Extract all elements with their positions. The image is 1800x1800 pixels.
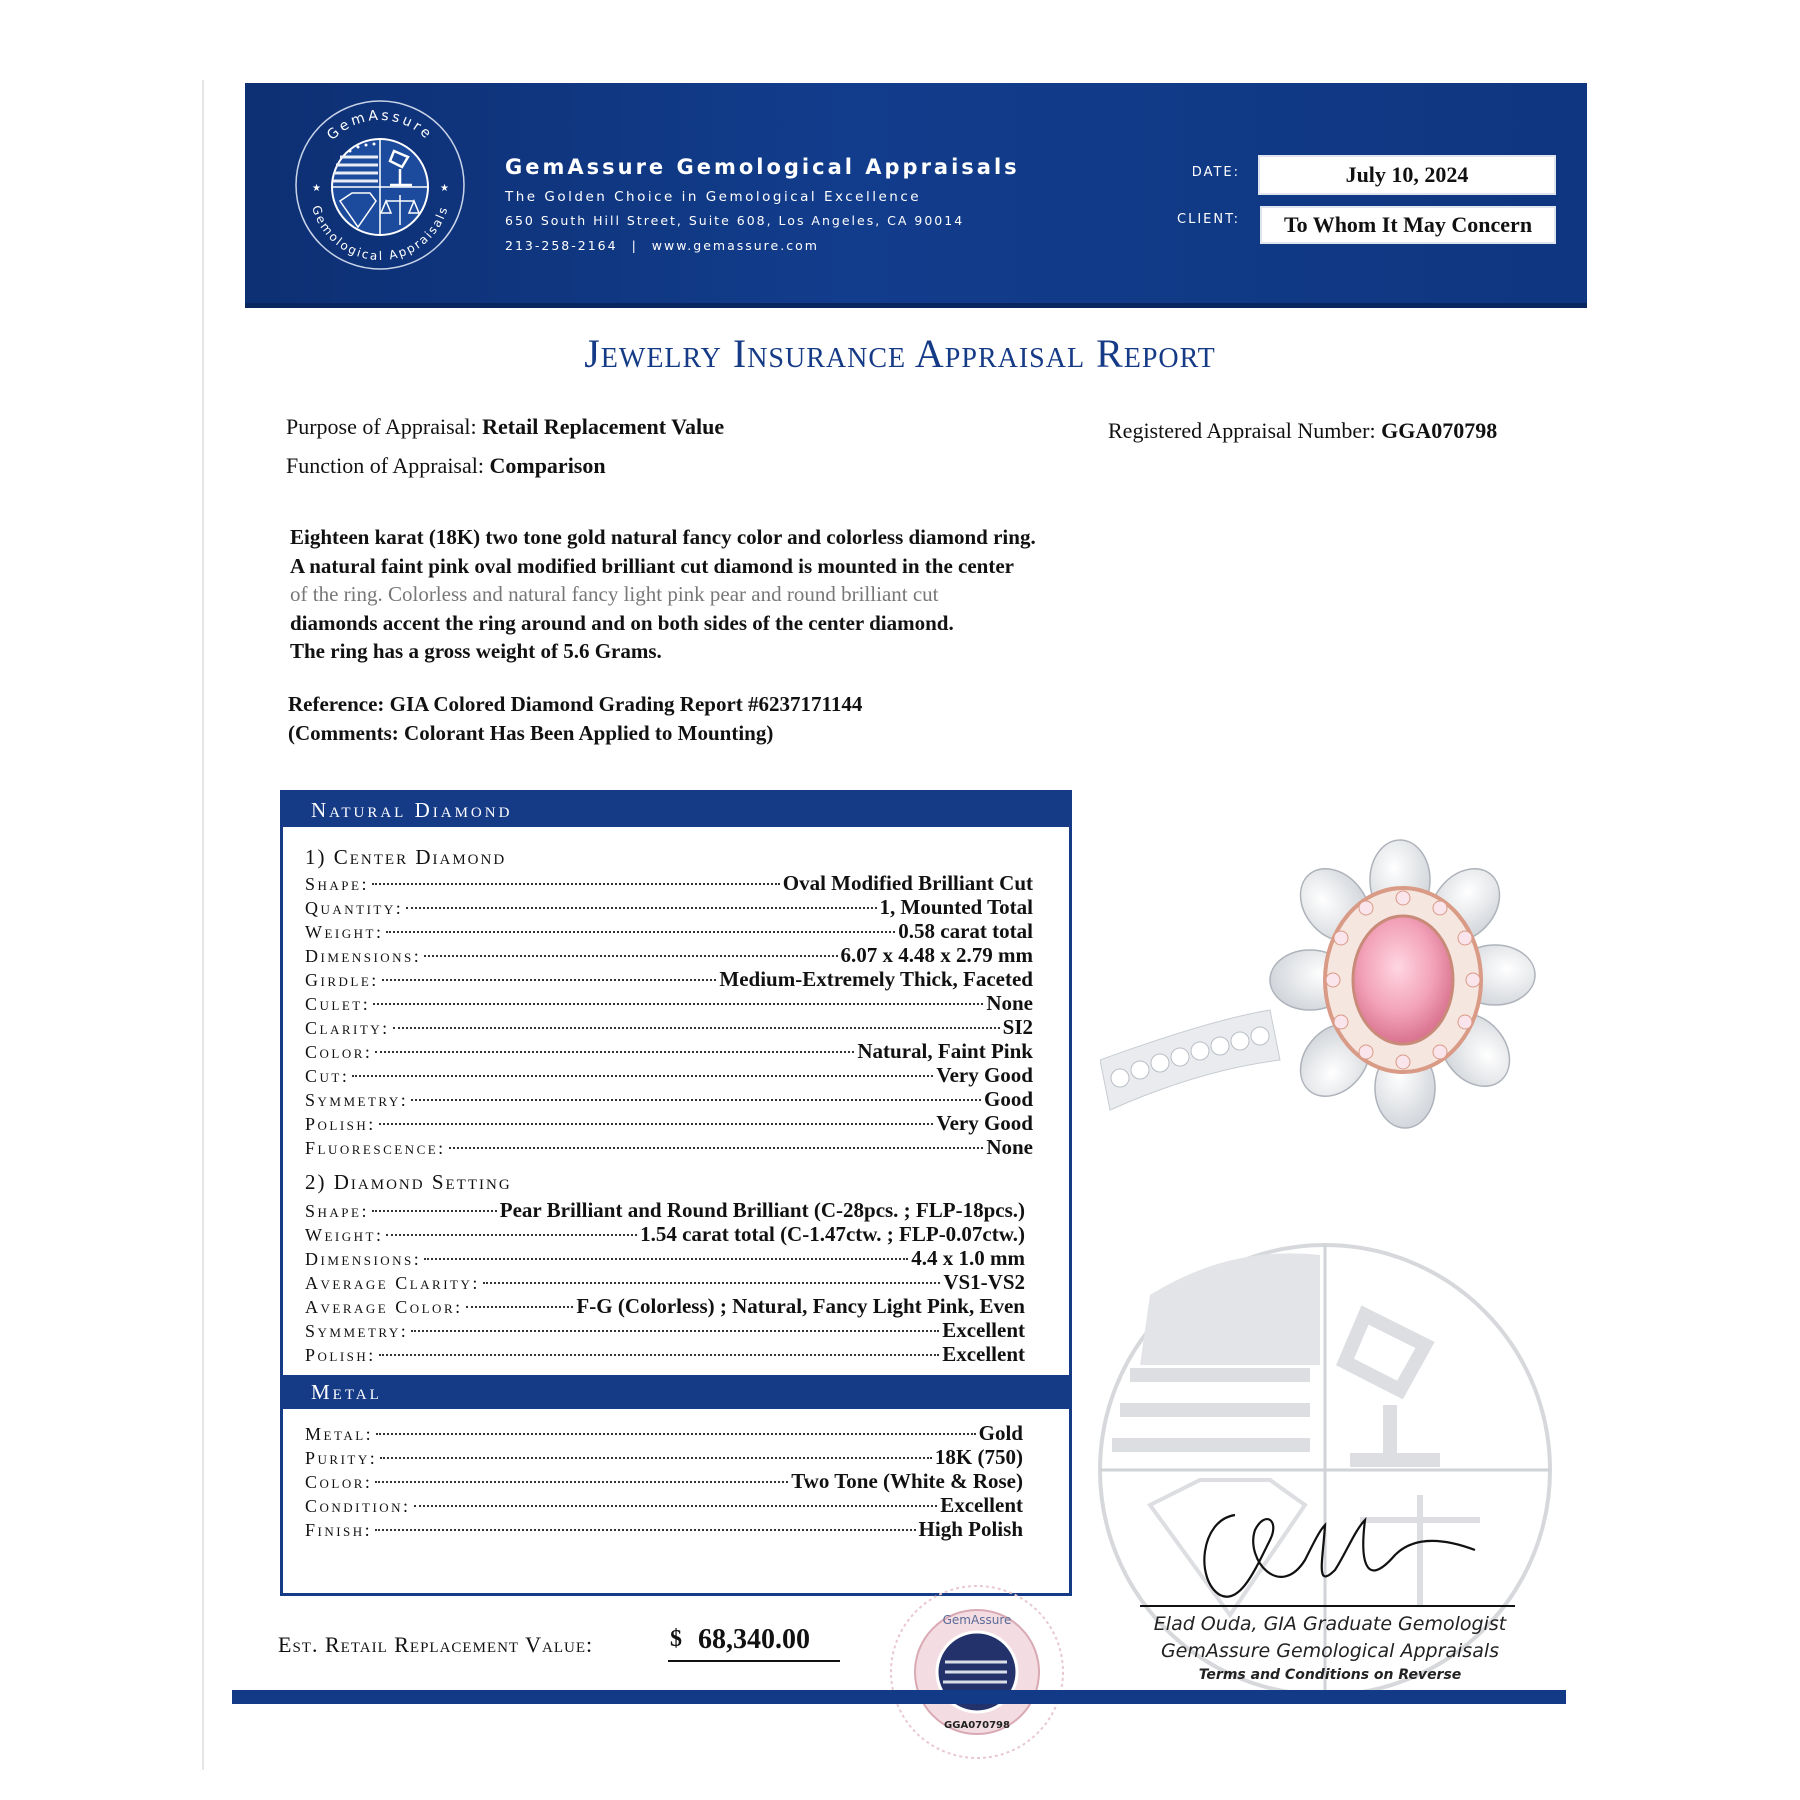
spec-row: [305, 943, 1033, 967]
leader-dots: [386, 1234, 637, 1236]
spec-label: Average Color:: [305, 1297, 463, 1317]
spec-row: [305, 1421, 1023, 1445]
leader-dots: [375, 1529, 915, 1531]
spec-value: Gold: [978, 1421, 1023, 1445]
spec-label: Weight:: [305, 922, 384, 942]
leader-dots: [424, 1258, 908, 1260]
svg-text:GemAssure: GemAssure: [942, 1613, 1012, 1627]
spec-row: [305, 1087, 1033, 1111]
spec-row: [305, 1493, 1023, 1517]
footer-bar: [232, 1690, 1566, 1704]
diamond-setting-rows: [305, 1198, 1025, 1366]
spec-value: 1.54 carat total (C-1.47ctw. ; FLP-0.07ctw.): [640, 1222, 1025, 1246]
diamond-setting-title: 2) Diamond Setting: [305, 1170, 512, 1194]
leader-dots: [382, 979, 717, 981]
metal-rows: [305, 1421, 1023, 1541]
spec-value: None: [986, 1135, 1033, 1159]
value-amount: 68,340.00: [698, 1624, 810, 1655]
spec-value: 4.4 x 1.0 mm: [911, 1246, 1025, 1270]
spec-label: Color:: [305, 1042, 373, 1062]
spec-row: [305, 991, 1033, 1015]
center-diamond-title: 1) Center Diamond: [305, 845, 507, 869]
spec-row: [305, 871, 1033, 895]
spec-value: Natural, Faint Pink: [857, 1039, 1033, 1063]
leader-dots: [380, 1457, 932, 1459]
spec-row: [305, 1111, 1033, 1135]
spec-label: Finish:: [305, 1520, 373, 1540]
value-currency: $: [670, 1626, 682, 1652]
spec-label: Weight:: [305, 1225, 384, 1245]
spec-row: [305, 895, 1033, 919]
spec-value: None: [986, 991, 1033, 1015]
spec-row: [305, 1135, 1033, 1159]
spec-label: Metal:: [305, 1424, 374, 1444]
spec-row: [305, 967, 1033, 991]
spec-row: [305, 1198, 1025, 1222]
leader-dots: [414, 1505, 938, 1507]
spec-value: 18K (750): [934, 1445, 1023, 1469]
spec-row: [305, 1517, 1023, 1541]
spec-label: Polish:: [305, 1345, 376, 1365]
svg-text:★: ★: [312, 183, 321, 194]
value-label: Est. Retail Replacement Value:: [278, 1632, 594, 1657]
spec-row: [305, 1015, 1033, 1039]
leader-dots: [449, 1147, 984, 1149]
spec-label: Shape:: [305, 874, 369, 894]
svg-text:GemAssure: GemAssure: [324, 107, 437, 144]
appraiser-name: Elad Ouda, GIA Graduate Gemologist: [1153, 1613, 1507, 1635]
date-label: DATE:: [1191, 165, 1240, 180]
spec-row: [305, 1270, 1025, 1294]
center-diamond-rows: [305, 871, 1033, 1159]
leader-dots: [372, 1210, 497, 1212]
spec-label: Polish:: [305, 1114, 376, 1134]
spec-label: Color:: [305, 1472, 373, 1492]
spec-row: [305, 1294, 1025, 1318]
spec-value: Excellent: [940, 1493, 1023, 1517]
leader-dots: [411, 1099, 981, 1101]
terms-note: Terms and Conditions on Reverse: [1198, 1667, 1462, 1683]
leader-dots: [466, 1306, 574, 1308]
company-contact: 213-258-2164 | www.gemassure.com: [505, 238, 819, 253]
svg-text:Gemological Appraisals: Gemological Appraisals: [309, 203, 451, 264]
registered-appraisal-number: Registered Appraisal Number: GGA070798: [1108, 418, 1498, 443]
spec-label: Clarity:: [305, 1018, 390, 1038]
report-title: Jewelry Insurance Appraisal Report: [584, 331, 1216, 376]
company-address: 650 South Hill Street, Suite 608, Los Angeles, CA 90014: [505, 213, 965, 228]
company-tagline: The Golden Choice in Gemological Excellence: [505, 189, 922, 205]
spec-row: [305, 1469, 1023, 1493]
reference-line: Reference: GIA Colored Diamond Grading Report #6237171144: [288, 692, 863, 716]
spec-label: Quantity:: [305, 898, 404, 918]
spec-row: [305, 919, 1033, 943]
leader-dots: [406, 907, 876, 909]
spec-value: Very Good: [936, 1063, 1033, 1087]
metal-header: Metal: [283, 1375, 1069, 1409]
spec-value: VS1-VS2: [943, 1270, 1025, 1294]
spec-label: Culet:: [305, 994, 371, 1014]
spec-row: [305, 1063, 1033, 1087]
gemassure-seal-logo: [290, 95, 470, 275]
spec-value: Two Tone (White & Rose): [791, 1469, 1023, 1493]
spec-label: Cut:: [305, 1066, 350, 1086]
company-block: [505, 155, 1020, 253]
reference-block: [288, 690, 862, 748]
value-underline: [668, 1660, 840, 1662]
spec-value: Medium-Extremely Thick, Faceted: [719, 967, 1033, 991]
spec-row: [305, 1445, 1023, 1469]
leader-dots: [352, 1075, 933, 1077]
spec-label: Condition:: [305, 1496, 411, 1516]
leader-dots: [379, 1354, 939, 1356]
company-website: www.gemassure.com: [651, 238, 819, 253]
spec-row: [305, 1342, 1025, 1366]
comments-line: (Comments: Colorant Has Been Applied to Mounting): [288, 721, 774, 745]
specification-table: [280, 790, 1072, 1596]
natural-diamond-header: Natural Diamond: [283, 793, 1069, 827]
ring-photo: [1100, 820, 1580, 1200]
spec-value: Very Good: [936, 1111, 1033, 1135]
leader-dots: [376, 1433, 975, 1435]
spec-label: Dimensions:: [305, 1249, 422, 1269]
embossed-stamp: [885, 1580, 1070, 1765]
spec-row: [305, 1039, 1033, 1063]
leader-dots: [393, 1027, 1000, 1029]
signature-line: [1140, 1605, 1515, 1607]
spec-value: Oval Modified Brilliant Cut: [782, 871, 1033, 895]
spec-value: Excellent: [942, 1342, 1025, 1366]
spec-label: Symmetry:: [305, 1321, 409, 1341]
spec-value: 0.58 carat total: [898, 919, 1033, 943]
spec-label: Fluorescence:: [305, 1138, 446, 1158]
leader-dots: [483, 1282, 940, 1284]
leader-dots: [372, 883, 780, 885]
spec-value: Good: [983, 1087, 1033, 1111]
purpose-of-appraisal: Purpose of Appraisal: Retail Replacement Value: [286, 414, 725, 439]
spec-value: 1, Mounted Total: [879, 895, 1033, 919]
spec-value: 6.07 x 4.48 x 2.79 mm: [840, 943, 1033, 967]
svg-text:GGA070798: GGA070798: [944, 1720, 1010, 1731]
company-name: GemAssure Gemological Appraisals: [505, 155, 1020, 179]
spec-value: Excellent: [942, 1318, 1025, 1342]
leader-dots: [375, 1051, 854, 1053]
function-of-appraisal: Function of Appraisal: Comparison: [286, 453, 606, 478]
leader-dots: [411, 1330, 939, 1332]
spec-value: F-G (Colorless) ; Natural, Fancy Light Pink, Even: [576, 1294, 1025, 1318]
spec-value: SI2: [1002, 1015, 1033, 1039]
company-phone: 213-258-2164: [505, 238, 618, 253]
spec-value: Pear Brilliant and Round Brilliant (C-28pcs. ; FLP-18pcs.): [499, 1198, 1025, 1222]
spec-label: Dimensions:: [305, 946, 422, 966]
signature-scribble: [1195, 1500, 1495, 1610]
client-label: CLIENT:: [1177, 212, 1240, 227]
svg-text:★: ★: [440, 183, 449, 194]
leader-dots: [379, 1123, 934, 1125]
spec-label: Girdle:: [305, 970, 379, 990]
item-description: Eighteen karat (18K) two tone gold natural fancy color and colorless diamond ring. A natural faint pink oval modified brilliant cut diamond is mounted in the center of the ring. Colorless and natural fancy light pink pear and round brilliant cut diamonds accent the ring around and on both sides of the center diamond. The ring has a gross weight of 5.6 Grams.: [290, 525, 1036, 663]
leader-dots: [386, 931, 895, 933]
spec-label: Average Clarity:: [305, 1273, 480, 1293]
leader-dots: [373, 1003, 983, 1005]
spec-row: [305, 1222, 1025, 1246]
spec-label: Shape:: [305, 1201, 369, 1221]
spec-value: High Polish: [918, 1517, 1023, 1541]
spec-row: [305, 1318, 1025, 1342]
leader-dots: [424, 955, 837, 957]
leader-dots: [375, 1481, 788, 1483]
spec-label: Symmetry:: [305, 1090, 409, 1110]
appraiser-company: GemAssure Gemological Appraisals: [1160, 1640, 1500, 1662]
spec-row: [305, 1246, 1025, 1270]
spec-label: Purity:: [305, 1448, 378, 1468]
client-field: To Whom It May Concern: [1260, 206, 1556, 244]
date-field: July 10, 2024: [1258, 155, 1556, 195]
